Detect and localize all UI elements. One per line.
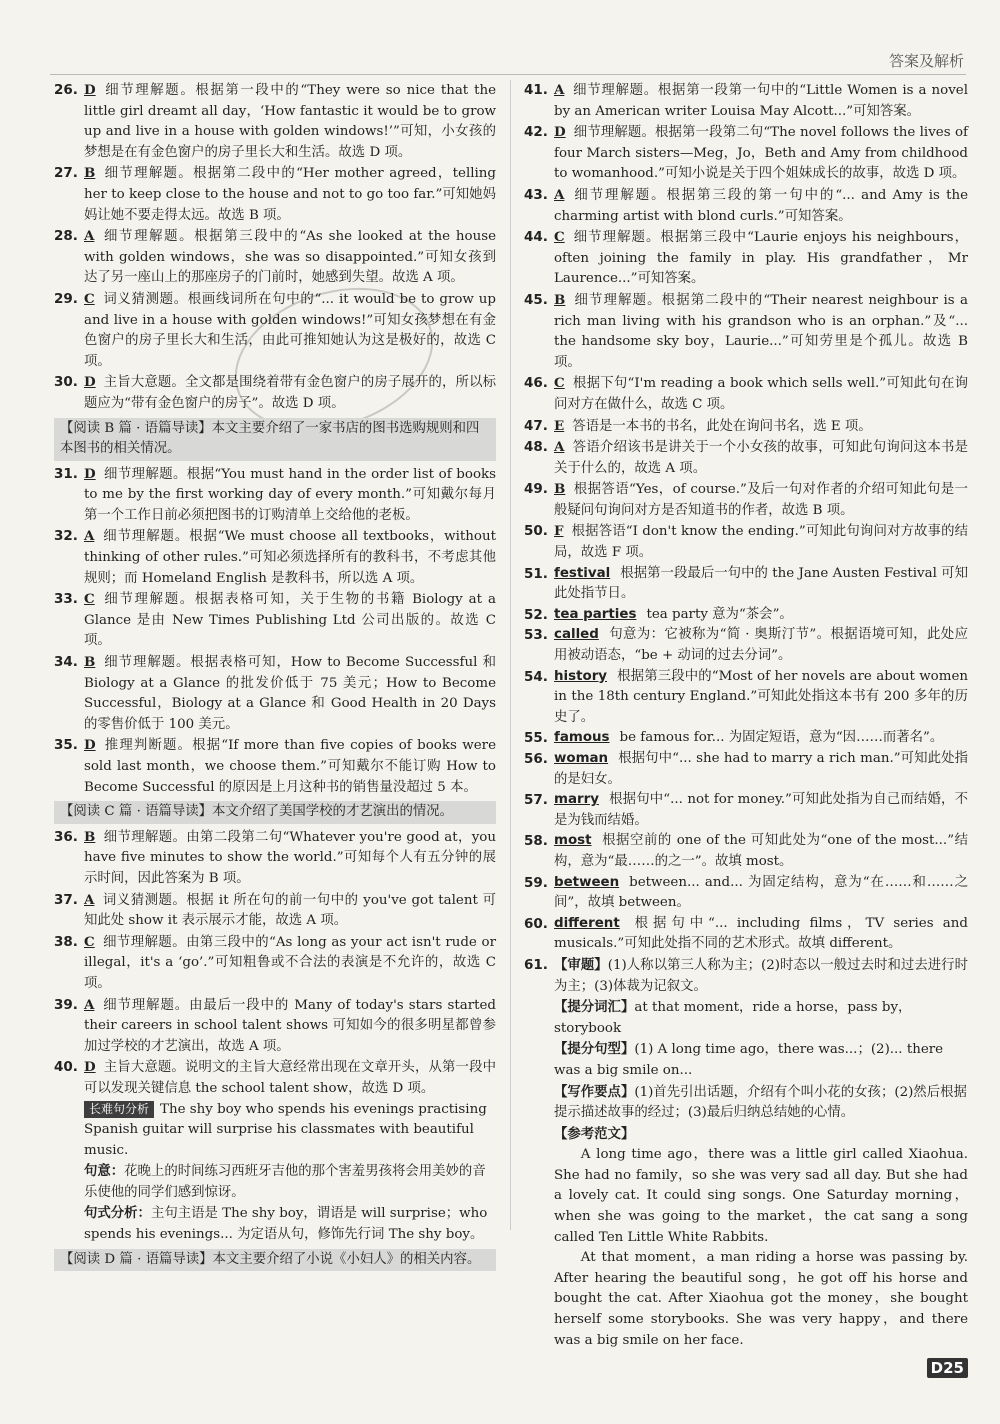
guide-text: 本文主要介绍了小说《小妇人》的相关内容。 [212, 1251, 481, 1267]
answer-choice: C [554, 375, 565, 392]
answer-item [54, 526, 496, 589]
item-number: 45. [524, 291, 548, 308]
cloze-answers [524, 564, 968, 955]
answer-choice: tea parties [554, 606, 637, 622]
item-number: 26. [54, 82, 78, 98]
explanation-text: 词义猜测题。根据 it 所在句的前一句中的 you've got talent 可知此处 show it 表示展示才能，故选 A 项。 [84, 892, 496, 929]
explanation-text: 根据空前的 one of the 可知此处为“one of the most...”结构，意为“最……的之一”。故填 most。 [554, 833, 968, 869]
explanation-text: 细节理解题。根据第一段第二句“The novel follows the lives of four March sisters—Meg，Jo，Beth and Amy from childhood to womanhood.”可知小说是关于四个姐妹成长的故事，故选 D 项。 [554, 125, 968, 182]
answer-item [524, 80, 968, 122]
answer-choice: woman [554, 751, 609, 766]
answer-choice: A [84, 528, 95, 545]
answer-item [524, 914, 968, 955]
words-label: 【提分词汇】 [554, 999, 635, 1016]
answer-item [524, 290, 968, 373]
header-title: 答案及解析 [888, 52, 964, 70]
explanation-text: 答语介绍该书是讲关于一个小女孩的故事，可知此句询问这本书是关于什么的，故选 A 项。 [554, 440, 968, 476]
item-number: 29. [54, 290, 78, 307]
explanation-text: 词义猜测题。根画线词所在句中的“... it would be to grow up and live in a house with golden windows!”可知女孩梦想在有金色窗户的房子里长大和生活，由此可推知她认为这是极好的，故选 C 项。 [84, 291, 496, 369]
analysis-label: 句式分析： [84, 1205, 151, 1222]
reading-b-answers [54, 464, 496, 799]
answer-choice: F [554, 523, 564, 540]
long-sentence-text: The shy boy who spends his evenings practising Spanish guitar will surprise his classmates with beautiful music. [84, 1101, 487, 1158]
explanation-text: 根据第三段中的“Most of her novels are about women in the 18th century England.”可知此处指这本书有 200 多年的历史了。 [554, 668, 968, 725]
explanation-text: 主旨大意题。说明文的主旨大意经常出现在文章开头，从第一段中可以发现关键信息 the school talent show，故选 D 项。 [84, 1060, 496, 1096]
item-number: 50. [524, 523, 548, 540]
item-number: 52. [524, 606, 548, 623]
answer-item [524, 749, 968, 790]
sample-label-row [524, 1124, 968, 1146]
answer-choice: famous [554, 730, 610, 746]
review-label: 【审题】 [554, 956, 608, 973]
explanation-text: 细节理解题。由第二段第二句“Whatever you're good at，you have five minutes to show the world.”可知每个人有五分钟的展示时间，因此答案为 B 项。 [84, 829, 496, 886]
answer-item [54, 995, 496, 1058]
explanation-text: be famous for... 为固定短语，意为“因……而著名”。 [619, 730, 944, 746]
reading-a-answers [54, 80, 496, 415]
sample-paragraph-1: A long time ago，there was a little girl called Xiaohua. She had no family，so she was very sad all day. But she had a lovely cat. It could sing songs. One Saturday morning，when she was going to the market，the cat sang a song called Ten Little White Rabbits. [554, 1147, 968, 1245]
item-number: 61. [524, 956, 548, 973]
answer-choice: C [84, 591, 95, 608]
explanation-text: 细节理解题。根据第二段中的“Their nearest neighbour is a rich man living with his grandson who is an orphan.”及“... the handsome sky boy，Laurie...”可知劳里是个孤儿。故选 B 项。 [554, 292, 968, 370]
explanation-text: 细节理解题。根据表格可知，关于生物的书籍 Biology at a Glance 是由 New Times Publishing Ltd 公司出版的。故选 C 项。 [84, 592, 496, 649]
answer-item [524, 605, 968, 626]
guide-reading-d [54, 1249, 496, 1272]
answer-choice: history [554, 668, 608, 684]
item-number: 27. [54, 165, 78, 182]
item-number: 35. [54, 737, 78, 754]
answer-item [54, 80, 496, 163]
answer-choice: D [84, 737, 96, 754]
answer-item [54, 932, 496, 995]
answer-item [524, 437, 968, 479]
answer-choice: A [554, 186, 565, 203]
answer-item [54, 464, 496, 527]
guide-reading-b [54, 418, 496, 461]
points-label: 【写作要点】 [554, 1083, 635, 1100]
item-number: 43. [524, 186, 548, 203]
item-number: 34. [54, 654, 78, 671]
item-number: 58. [524, 833, 548, 850]
answer-item [524, 122, 968, 185]
answer-item [524, 373, 968, 415]
item-number: 42. [524, 124, 548, 141]
item-number: 32. [54, 528, 78, 545]
explanation-text: 根据答语“Yes，of course.”及后一句对作者的介绍可知此句是一般疑问句询问对方是否知道书的作者，故选 B 项。 [554, 482, 968, 518]
answer-choice: C [554, 229, 565, 246]
item-number: 53. [524, 627, 548, 644]
item-number: 48. [524, 439, 548, 456]
item-number: 59. [524, 874, 548, 891]
explanation-text: 主旨大意题。全文都是围绕着带有金色窗户的房子展开的，所以标题应为“带有金色窗户的房子”。故选 D 项。 [84, 375, 496, 411]
analysis-text: 主句主语是 The shy boy，谓语是 will surprise；who spends his evenings... 为定语从句，修饰先行词 The shy boy。 [84, 1206, 488, 1243]
reading-d-answers [524, 80, 968, 564]
answer-item [54, 735, 496, 798]
explanation-text: tea party 意为“茶会”。 [646, 606, 793, 622]
answer-item [524, 625, 968, 666]
item-number: 38. [54, 933, 78, 950]
answer-item [524, 416, 968, 438]
answer-item [54, 652, 496, 735]
answer-choice: B [84, 165, 96, 182]
explanation-text: 句意为：它被称为“简 · 奥斯汀节”。根据语境可知，此处应用被动语态，“be + 动词的过去分词”。 [554, 627, 968, 664]
item-number: 41. [524, 82, 548, 98]
answer-item [54, 890, 496, 932]
item-number: 44. [524, 229, 548, 246]
answer-choice: marry [554, 792, 599, 808]
writing-answer [524, 955, 968, 997]
answer-choice: D [84, 465, 96, 482]
answer-choice: A [554, 82, 565, 98]
item-number: 56. [524, 751, 548, 767]
explanation-text: 细节理解题。根据第一段第一句中的“Little Women is a novel by an American writer Louisa May Alcott...”可知答案。 [554, 83, 968, 119]
answer-item [54, 372, 496, 414]
reading-c-answers [54, 827, 496, 1100]
answer-choice: A [84, 891, 95, 908]
answer-choice: C [84, 933, 95, 950]
answer-item [524, 873, 968, 914]
answer-choice: B [84, 828, 96, 845]
writing-points [524, 1082, 968, 1124]
answer-item [524, 831, 968, 872]
answer-item [54, 827, 496, 890]
writing-words [524, 997, 968, 1039]
answer-choice: festival [554, 565, 611, 581]
review-text: (1)人称以第三人称为主；(2)时态以一般过去时和过去进行时为主；(3)体裁为记叙文。 [554, 957, 969, 994]
item-number: 37. [54, 891, 78, 908]
item-number: 60. [524, 915, 548, 932]
answer-choice: different [554, 915, 620, 931]
guide-label: 【阅读 B 篇 · 语篇导读】 [60, 420, 212, 436]
explanation-text: 细节理解题。根据“You must hand in the order list of books to me by the first working day of every month.”可知戴尔每月第一个工作日前必须把图书的订购清单上交给他的老板。 [84, 466, 496, 523]
answer-item [54, 589, 496, 652]
answer-item [524, 227, 968, 290]
sentences-label: 【提分句型】 [554, 1041, 635, 1058]
page-number: D25 [927, 1358, 968, 1378]
item-number: 47. [524, 417, 548, 434]
answer-item [54, 226, 496, 289]
explanation-text: 细节理解题。由最后一段中的 Many of today's stars started their careers in school talent shows 可知如今的很多明星都曾参加过学校的才艺演出，故选 A 项。 [84, 997, 496, 1054]
guide-text: 本文主要介绍了一家书店的图书选购规则和四本图书的相关情况。 [60, 420, 480, 457]
item-number: 55. [524, 730, 548, 747]
answer-item [524, 790, 968, 831]
item-number: 49. [524, 481, 548, 498]
answer-choice: D [84, 82, 96, 98]
guide-reading-c [54, 801, 496, 824]
item-number: 31. [54, 465, 78, 482]
item-number: 46. [524, 375, 548, 392]
explanation-text: 细节理解题。根据“We must choose all textbooks，without thinking of other rules.”可知必须选择所有的教科书，不考虑其他规则；而 Homeland English 是教科书，所以选 A 项。 [84, 529, 496, 586]
explanation-text: 细节理解题。根据第三段中“Laurie enjoys his neighbours，often joining the family in play. His grandfather，Mr Laurence...”可知答案。 [554, 230, 968, 287]
answer-item [524, 185, 968, 227]
item-number: 40. [54, 1059, 78, 1076]
explanation-text: 细节理解题。由第三段中的“As long as your act isn't rude or illegal，it's a ‘go’.”可知粗鲁或不合法的表演是不允许的，故选 C 项。 [84, 934, 496, 991]
explanation-text: 答语是一本书的书名，此处在询问书名，选 E 项。 [572, 418, 872, 434]
guide-label: 【阅读 D 篇 · 语篇导读】 [60, 1251, 213, 1267]
explanation-text: 细节理解题。根据第一段中的“They were so nice that the little girl dreamt all day，‘How fantastic it would be to grow up and live in a house with golden windows!’”可知，小女孩的梦想是在有金色窗户的房子里长大和生活。故选 D 项。 [84, 83, 496, 160]
answer-choice: B [84, 654, 96, 671]
item-number: 28. [54, 228, 78, 245]
explanation-text: 根据答语“I don't know the ending.”可知此句询问对方故事的结局，故选 F 项。 [554, 524, 968, 561]
answer-item [54, 163, 496, 226]
answer-choice: D [554, 124, 566, 141]
column-divider [510, 80, 511, 1230]
answer-choice: A [84, 996, 95, 1013]
sample-paragraph-2: At that moment，a man riding a horse was passing by. After hearing the beautiful song，he got off his horse and bought the cat. After Xiaohua got the money，she bought herself some storybooks. She was very happy，and there was a big smile on her face. [554, 1250, 968, 1348]
explanation-text: between... and... 为固定结构，意为“在……和……之间”，故填 between。 [554, 874, 968, 911]
answer-choice: D [84, 374, 96, 391]
explanation-text: 推理判断题。根据“If more than five copies of books were sold last month，we choose them.”可知戴尔不能订购 How to Become Successful 的原因是上月这种书的销售量没超过 5 本。 [84, 738, 496, 795]
item-number: 30. [54, 374, 78, 391]
answer-item [524, 564, 968, 605]
answer-choice: B [554, 291, 566, 308]
answer-choice: E [554, 417, 565, 434]
answer-item [524, 479, 968, 521]
explanation-text: 根据第一段最后一句中的 the Jane Austen Festival 可知此处指节日。 [554, 565, 968, 602]
long-sentence-tag: 长难句分析 [84, 1101, 154, 1118]
item-number: 36. [54, 828, 78, 845]
answer-choice: B [554, 481, 566, 498]
guide-text: 本文介绍了美国学校的才艺演出的情况。 [212, 804, 454, 820]
meaning-text: 花晚上的时间练习西班牙吉他的那个害羞男孩将会用美妙的音乐使他的同学们感到惊讶。 [84, 1164, 486, 1200]
meaning-label: 句意： [84, 1163, 125, 1180]
answer-choice: between [554, 874, 620, 890]
item-number: 57. [524, 792, 548, 809]
sentences-text: (1) A long time ago，there was...；(2)... there was a big smile on... [554, 1042, 944, 1078]
answer-choice: D [84, 1059, 96, 1076]
writing-sentences [524, 1039, 968, 1081]
answer-choice: most [554, 833, 592, 849]
points-text: (1)首先引出话题，介绍有个叫小花的女孩；(2)然后根据提示描述故事的经过；(3)最后归纳总结她的心情。 [554, 1084, 967, 1121]
explanation-text: 细节理解题。根据表格可知，How to Become Successful 和 Biology at a Glance 的批发价低于 75 美元；How to Become Successful，Biology at a Glance 和 Good Health in 20 Days 的零售价低于 100 美元。 [84, 655, 496, 732]
answer-choice: A [554, 439, 565, 456]
right-column [524, 80, 968, 1351]
answer-item [54, 1057, 496, 1099]
answer-choice: A [84, 228, 95, 245]
answer-choice: C [84, 290, 95, 307]
answer-choice: called [554, 627, 599, 643]
explanation-text: 细节理解题。根据第三段中的“As she looked at the house with golden windows，she was so disappointed.”可知女孩到达了另一座山上的那座房子的门前时，她感到失望。故选 A 项。 [84, 229, 496, 286]
explanation-text: 根据句中“... not for money.”可知此处指为自己而结婚，不是为钱而结婚。 [554, 792, 968, 828]
explanation-text: 细节理解题。根据第二段中的“Her mother agreed，telling her to keep close to the house and not to go too far.”可知她妈妈让她不要走得太远。故选 B 项。 [84, 166, 496, 223]
long-sentence-analysis [54, 1100, 496, 1246]
item-number: 39. [54, 996, 78, 1013]
item-number: 33. [54, 591, 78, 608]
header-rule [50, 74, 966, 75]
item-number: 54. [524, 668, 548, 685]
explanation-text: 根据句中“... she had to marry a rich man.”可知此处指的是妇女。 [554, 751, 968, 787]
explanation-text: 根据下句“I'm reading a book which sells well.”可知此句在询问对方在做什么，故选 C 项。 [554, 376, 968, 412]
sample-label: 【参考范文】 [554, 1125, 635, 1142]
explanation-text: 根据句中“... including films，TV series and musicals.”可知此处指不同的艺术形式。故填 different。 [554, 915, 968, 952]
answer-item [524, 728, 968, 749]
words-text: at that moment，ride a horse，pass by，storybook [554, 1000, 912, 1036]
left-column [54, 80, 496, 1274]
explanation-text: 细节理解题。根据第三段的第一句中的“... and Amy is the charming artist with blond curls.”可知答案。 [554, 187, 968, 224]
answer-item [524, 521, 968, 563]
answer-item [524, 667, 968, 729]
guide-label: 【阅读 C 篇 · 语篇导读】 [60, 804, 213, 820]
item-number: 51. [524, 565, 548, 582]
answer-item [54, 289, 496, 372]
